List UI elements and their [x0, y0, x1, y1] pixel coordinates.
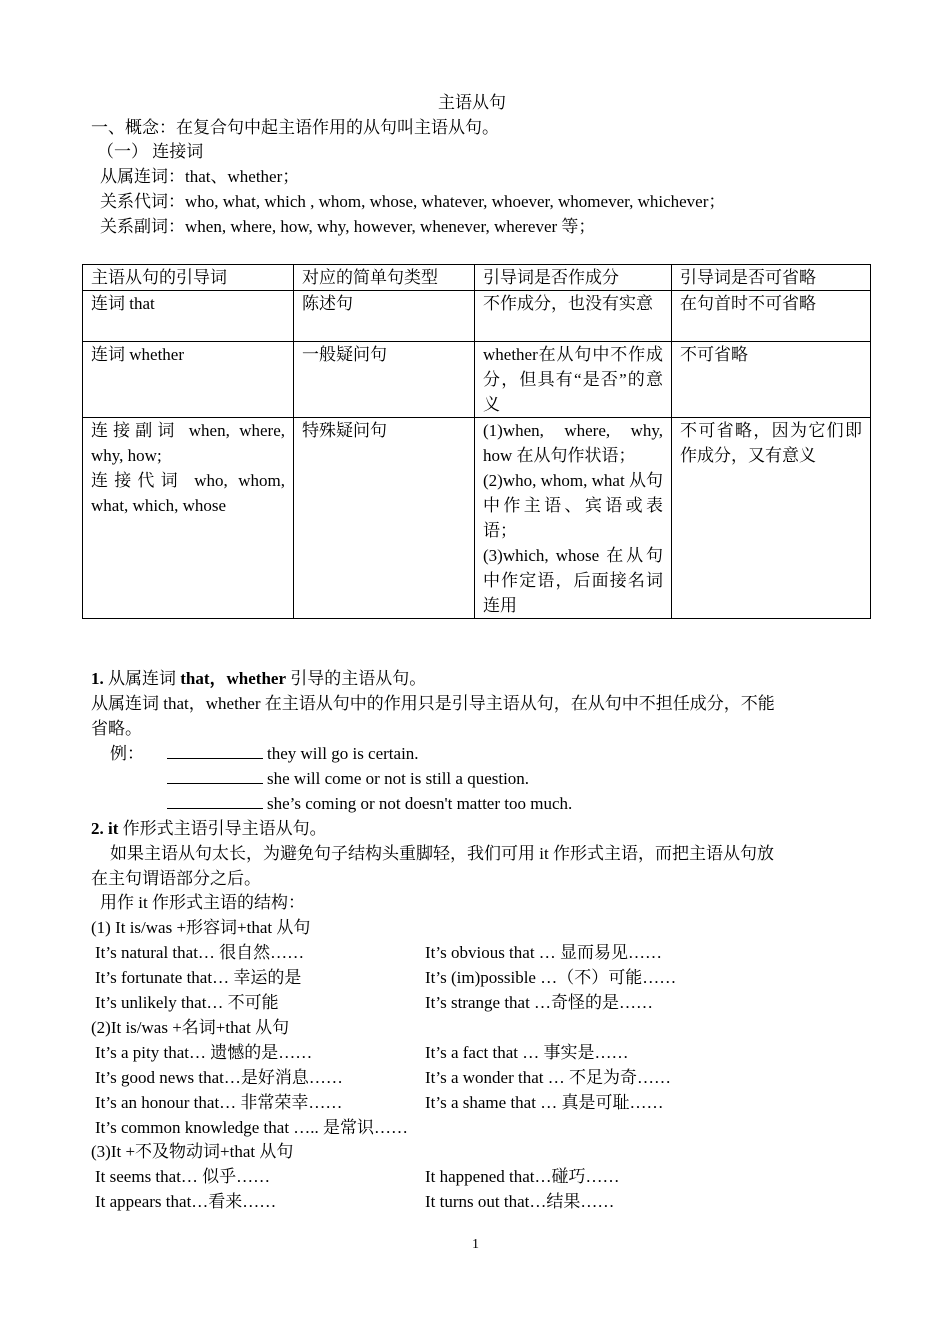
fill-blank: [167, 766, 263, 784]
table-cell: [83, 342, 294, 418]
phrase-item: It’s a pity that… 遗憾的是……: [95, 1043, 313, 1062]
cell-text: 不作成分，也没有实意: [483, 294, 653, 313]
phrase-item: It’s a wonder that … 不足为奇……: [425, 1068, 671, 1087]
fill-blank: [167, 791, 263, 809]
phrase-item: It’s an honour that… 非常荣幸……: [95, 1093, 343, 1112]
table-cell: [475, 342, 672, 418]
fill-blank: [167, 741, 263, 759]
cell-text: 连接代词 who, whom, what, which, whose: [91, 471, 285, 515]
paragraph-line: 在主句谓语部分之后。: [91, 869, 261, 888]
page-number: 1: [472, 1237, 479, 1252]
cell-text: (3)which, whose 在从句中作定语，后面接名词连用: [483, 546, 663, 615]
structure-heading: (2)It is/was +名词+that 从句: [91, 1018, 290, 1037]
table-cell: 不可省略，因为它们即作成分，又有意义: [672, 418, 871, 619]
section-number: 1.: [91, 669, 104, 688]
structure-heading: (3)It +不及物动词+that 从句: [91, 1142, 294, 1161]
phrase-item: It seems that… 似乎……: [95, 1167, 271, 1186]
table-row: [83, 291, 871, 342]
table-header-row: [83, 265, 871, 291]
table-row: [83, 342, 871, 418]
example-text: she’s coming or not doesn't matter too much.: [267, 794, 573, 813]
cell-text: 连词 that: [91, 294, 155, 313]
connectives-heading: （一） 连接词: [97, 142, 204, 161]
phrase-item: It’s fortunate that… 幸运的是: [95, 968, 302, 987]
cell-text: 连接副词 when, where, why, how;: [91, 421, 285, 465]
structure-heading: (1) It is/was +形容词+that 从句: [91, 918, 311, 937]
table-cell: 特殊疑问句: [294, 418, 475, 619]
cell-text: whether在从句中不作成分，但具有“是否”的意义: [483, 345, 663, 414]
table-cell: 一般疑问句: [294, 342, 475, 418]
section-1-heading: [91, 666, 426, 691]
phrase-item: It’s unlikely that… 不可能: [95, 993, 279, 1012]
phrase-item: It turns out that…结果……: [425, 1192, 615, 1211]
relative-pronouns: 关系代词：who, what, which , whom, whose, whatever, whoever, whomever, whichever；: [100, 192, 726, 211]
table-cell: [83, 418, 294, 619]
example-text: they will go is certain.: [267, 744, 419, 763]
cell-text: (1)when, where, why, how 在从句作状语；: [483, 421, 663, 465]
table-cell: 在句首时不可省略: [672, 291, 871, 342]
table-cell: 不可省略: [672, 342, 871, 418]
subordinate-conjunctions: 从属连词：that、whether；: [100, 167, 300, 186]
example-sentence: [167, 741, 419, 766]
phrase-item: It’s a shame that … 真是可耻……: [425, 1093, 664, 1112]
example-sentence: [167, 766, 529, 791]
table-row: [83, 418, 871, 619]
table-cell: [83, 291, 294, 342]
heading-bold-text: that，whether: [180, 669, 287, 688]
phrase-item: It happened that…碰巧……: [425, 1167, 620, 1186]
table-header-cell: 引导词是否可省略: [672, 265, 871, 291]
table-cell: [475, 291, 672, 342]
section-number: 2. it: [91, 819, 119, 838]
concept-line: 一、概念：在复合句中起主语作用的从句叫主语从句。: [91, 118, 499, 137]
phrase-item: It’s (im)possible …（不）可能……: [425, 968, 677, 987]
example-sentence: [167, 791, 572, 816]
phrase-item: It’s a fact that … 事实是……: [425, 1043, 629, 1062]
usage-line: 用作 it 作形式主语的结构：: [100, 893, 305, 912]
section-2-heading: [91, 816, 327, 841]
paragraph-line: 从属连词 that，whether 在主语从句中的作用只是引导主语从句，在从句中不担任成分，不能: [91, 694, 775, 713]
table-cell: 陈述句: [294, 291, 475, 342]
phrase-item: It appears that…看来……: [95, 1192, 277, 1211]
table-header-cell: 引导词是否作成分: [475, 265, 672, 291]
phrase-item: It’s common knowledge that ….. 是常识……: [95, 1118, 409, 1137]
phrase-item: It’s obvious that … 显而易见……: [425, 943, 663, 962]
example-label: 例：: [110, 744, 144, 763]
cell-text: 连词 whether: [91, 345, 185, 364]
example-text: she will come or not is still a question.: [267, 769, 530, 788]
table-cell: [475, 418, 672, 619]
page-title: 主语从句: [438, 93, 506, 112]
paragraph-line: 如果主语从句太长，为避免句子结构头重脚轻，我们可用 it 作形式主语，而把主语从句放: [110, 844, 774, 863]
heading-text: 从属连词: [108, 669, 181, 688]
table-header-cell: 对应的简单句类型: [294, 265, 475, 291]
cell-text: (2)who, whom, what 从句中作主语、宾语或表语；: [483, 471, 663, 540]
table-header-cell: 主语从句的引导词: [83, 265, 294, 291]
paragraph-line: 省略。: [91, 719, 142, 738]
connective-table: [82, 264, 871, 619]
phrase-item: It’s natural that… 很自然……: [95, 943, 305, 962]
heading-text: 引导的主语从句。: [286, 669, 427, 688]
phrase-item: It’s strange that …奇怪的是……: [425, 993, 654, 1012]
phrase-item: It’s good news that…是好消息……: [95, 1068, 343, 1087]
relative-adverbs: 关系副词：when, where, how, why, however, whenever, wherever 等；: [100, 217, 596, 236]
heading-text: 作形式主语引导主语从句。: [118, 819, 327, 838]
